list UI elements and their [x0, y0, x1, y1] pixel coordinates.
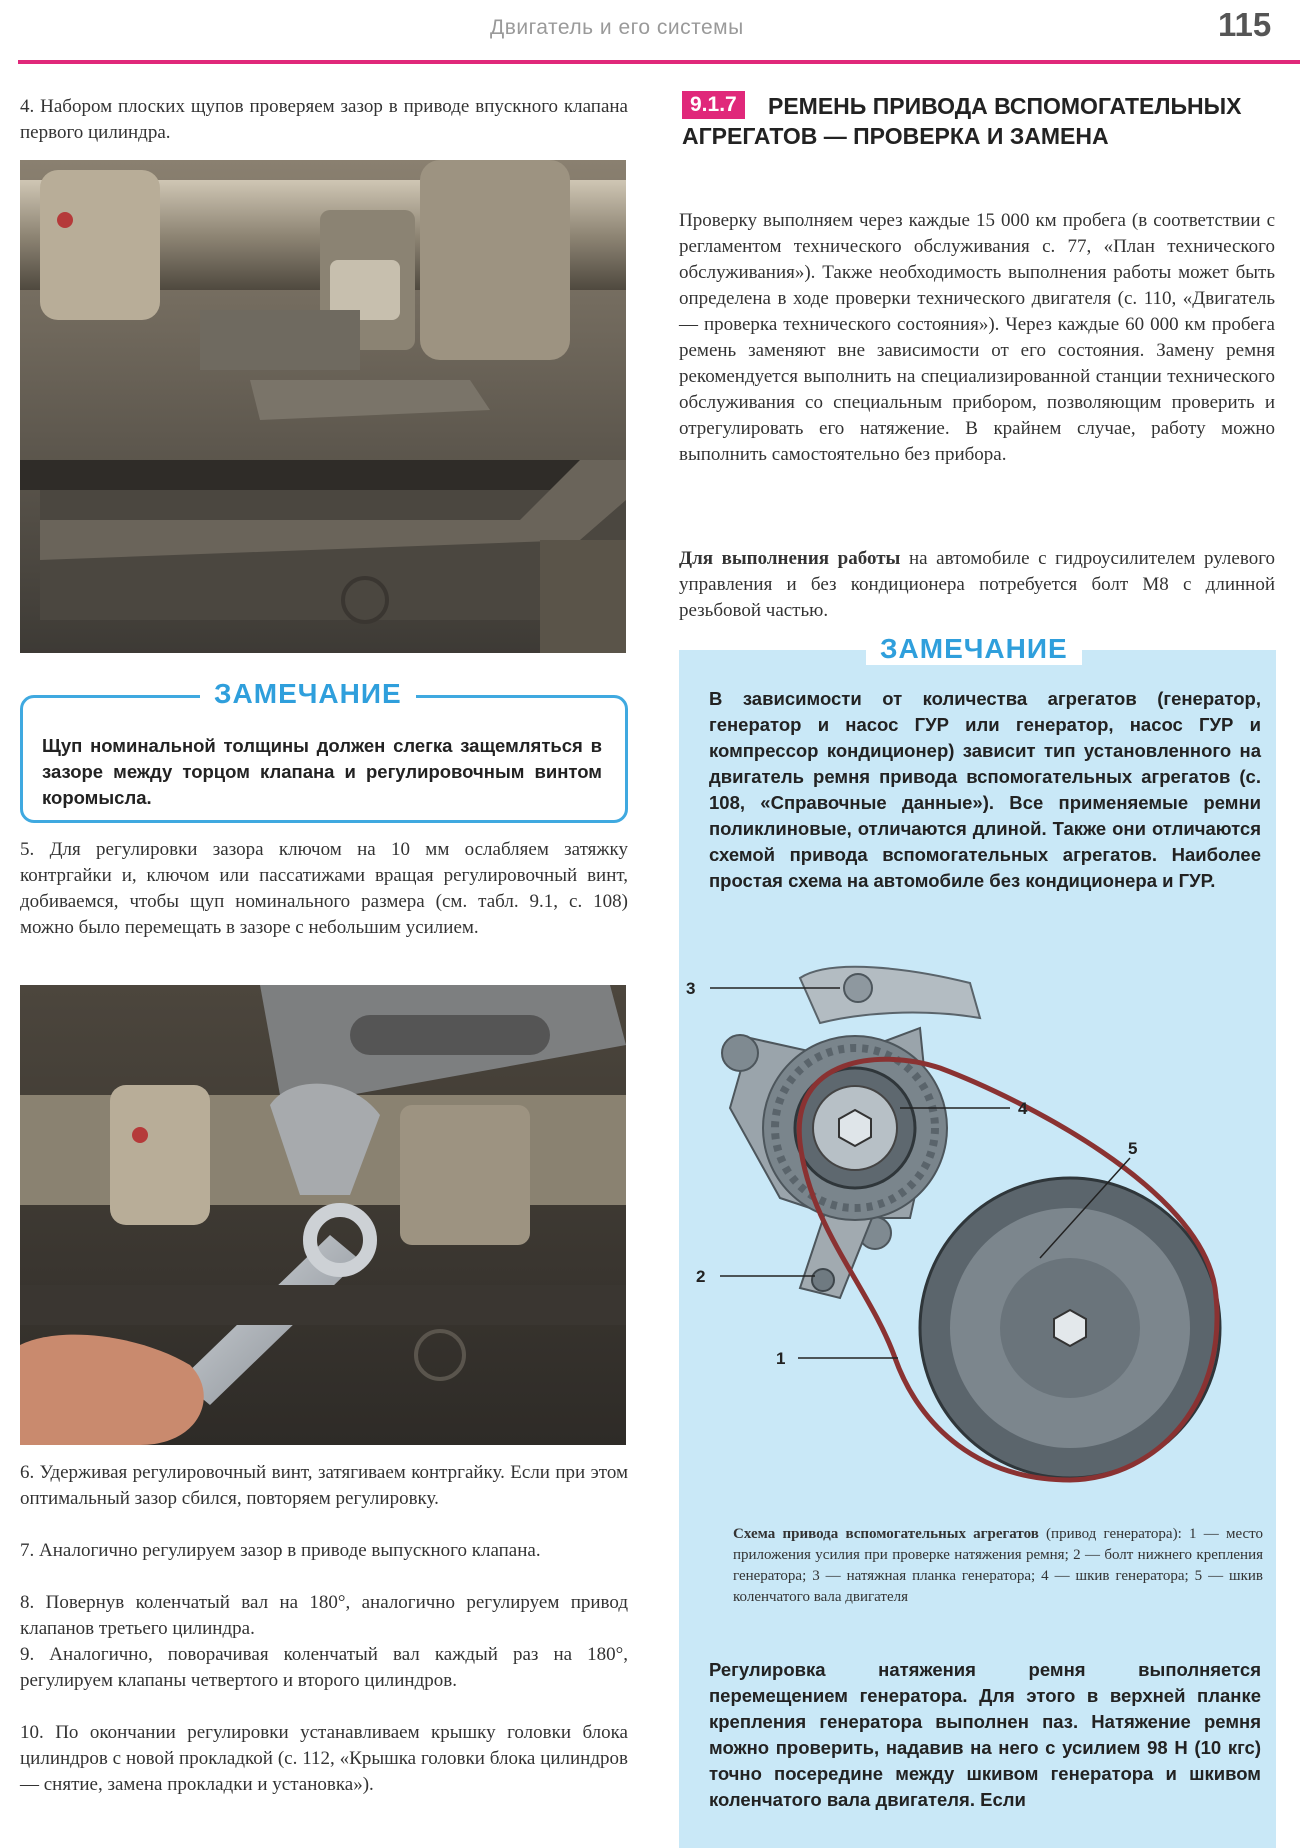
section-title: РЕМЕНЬ ПРИВОДА ВСПОМОГАТЕЛЬНЫХ АГРЕГАТОВ — ПРОВЕРКА И ЗАМЕНА	[682, 93, 1242, 149]
lower-bolt	[812, 1269, 834, 1291]
running-header: Двигатель и его системы	[490, 16, 744, 39]
step-9-text: 9. Аналогично, поворачивая коленчатый вал каждый раз на 180°, регулируем клапаны четвертого и второго цилиндров.	[20, 1644, 628, 1691]
left-note-title: ЗАМЕЧАНИЕ	[200, 678, 416, 710]
callout-3: 3	[686, 979, 696, 998]
step-10-text: 10. По окончании регулировки устанавливаем крышку головки блока цилиндров с новой прокладкой (с. 112, «Крышка головки блока цилиндров — снятие, замена прокладки и установка»).	[20, 1722, 628, 1795]
page-number: 115	[1218, 6, 1272, 43]
belt-tension-text: Регулировка натяжения ремня выполняется перемещением генератора. Для этого в верхней планке крепления генератора выполнен паз. Натяжение ремня можно проверить, надавив на него с усилием 98 Н (10 кгс) точно посередине между шкивом генератора и шкивом коленчатого вала двигателя. Если	[709, 1659, 1261, 1810]
step-8-text: 8. Повернув коленчатый вал на 180°, аналогично регулируем привод клапанов третьего цилиндра.	[20, 1592, 628, 1639]
caption-bold: Схема привода вспомогательных агрегатов	[733, 1526, 1039, 1542]
belt-drive-diagram	[680, 958, 1276, 1518]
diagram-caption	[733, 1524, 1263, 1608]
step-7-text: 7. Аналогично регулируем зазор в приводе выпускного клапана.	[20, 1540, 541, 1561]
caption-rest: (привод генератора): 1 — место приложения усилия при проверке натяжения ремня; 2 — болт нижнего крепления генератора; 3 — натяжная планка генератора; 4 — шкив генератора; 5 — шкив коленчатого вала двигателя	[733, 1526, 1263, 1605]
adjusting-screw-photo	[20, 985, 626, 1445]
crank-bolt	[1054, 1310, 1086, 1346]
tension-bracket	[800, 967, 980, 1023]
step-6-text: 6. Удерживая регулировочный винт, затягиваем контргайку. Если при этом оптимальный зазор сбился, повторяем регулировку.	[20, 1462, 628, 1509]
step-4-text: 4. Набором плоских щупов проверяем зазор в приводе впускного клапана первого цилиндра.	[20, 96, 628, 143]
header-divider	[18, 60, 1300, 64]
section-number-badge: 9.1.7	[682, 91, 745, 119]
left-note-text: Щуп номинальной толщины должен слегка защемляться в зазоре между торцом клапана и регулировочным винтом коромысла.	[42, 735, 602, 808]
tools-text	[679, 546, 1275, 624]
intro-text: Проверку выполняем через каждые 15 000 км пробега (в соответствии с регламентом технического обслуживания с. 77, «План технического обслуживания»). Также необходимость выполнения работы может быть определена в ходе проверки технического двигателя (с. 110, «Двигатель — проверка технического состояния»). Через каждые 60 000 км пробега ремень заменяют вне зависимости от его состояния. Замену ремня рекомендуется выполнить на специализированной станции технического обслуживания со специальным прибором, позволяющим проверить и отрегулировать его натяжение. В крайнем случае, работу можно выполнить самостоятельно без прибора.	[679, 210, 1275, 465]
right-note-text: В зависимости от количества агрегатов (генератор, генератор и насос ГУР или генератор, насос ГУР и компрессор кондиционер) зависит тип установленного на двигатель ремня привода вспомогательных агрегатов (с. 108, «Справочные данные»). Все применяемые ремни поликлиновые, отличаются длиной. Также они отличаются схемой привода вспомогательных агрегатов. Наиболее простая схема на автомобиле без кондиционера и ГУР.	[709, 688, 1261, 891]
valve-clearance-photo	[20, 160, 626, 653]
bracket-bolt	[844, 974, 872, 1002]
right-note-title: ЗАМЕЧАНИЕ	[866, 633, 1082, 665]
pulley-nut	[839, 1110, 871, 1146]
callout-2: 2	[696, 1267, 706, 1286]
callout-4: 4	[1018, 1099, 1028, 1118]
alternator-ear-1	[722, 1035, 758, 1071]
callout-1: 1	[776, 1349, 786, 1368]
tools-bold: Для выполнения работы	[679, 548, 901, 569]
tools-rest: на автомобиле с гидроусилителем рулевого управления и без кондиционера потребуется болт М8 с длинной резьбовой частью.	[679, 548, 1276, 621]
callout-5: 5	[1128, 1139, 1138, 1158]
step-5-text	[20, 837, 628, 941]
step-5-body: 5. Для регулировки зазора ключом на 10 мм ослабляем затяжку контргайки и, ключом или пассатижами вращая регулировочный винт, добиваемся, чтобы щуп номинального размера (см. табл. 9.1, с. 108) можно было перемещать в зазоре с небольшим усилием.	[20, 839, 628, 938]
